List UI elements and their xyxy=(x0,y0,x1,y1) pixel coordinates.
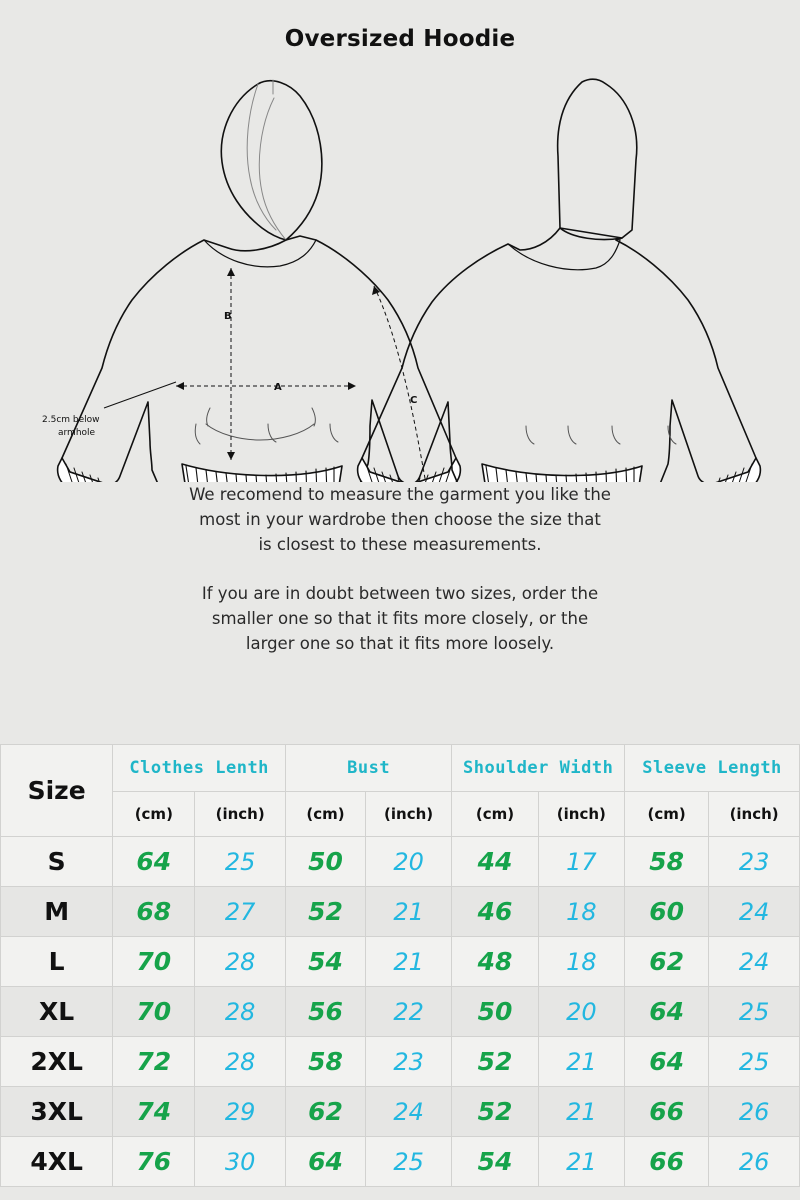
cell-cm: 56 xyxy=(286,987,366,1037)
cell-cm: 54 xyxy=(452,1137,538,1187)
cell-inch: 23 xyxy=(365,1037,451,1087)
cell-inch: 23 xyxy=(709,837,800,887)
cell-cm: 72 xyxy=(113,1037,195,1087)
cell-inch: 30 xyxy=(195,1137,286,1187)
cell-cm: 66 xyxy=(625,1137,709,1187)
cell-cm: 50 xyxy=(452,987,538,1037)
row-size: 2XL xyxy=(1,1037,113,1087)
cell-inch: 29 xyxy=(195,1087,286,1137)
header-unit-5: (inch) xyxy=(538,792,624,837)
note-2-line-2: smaller one so that it fits more closely, or the xyxy=(211,609,589,628)
cell-cm: 44 xyxy=(452,837,538,887)
cell-cm: 68 xyxy=(113,887,195,937)
header-unit-6: (cm) xyxy=(625,792,709,837)
header-group-bust: Bust xyxy=(286,745,452,792)
cell-inch: 26 xyxy=(709,1137,800,1187)
header-unit-2: (cm) xyxy=(286,792,366,837)
cell-inch: 20 xyxy=(538,987,624,1037)
label-a: A xyxy=(274,382,282,393)
cell-cm: 64 xyxy=(625,987,709,1037)
cell-cm: 46 xyxy=(452,887,538,937)
table-header-units xyxy=(1,792,800,837)
cell-inch: 24 xyxy=(365,1087,451,1137)
header-unit-7: (inch) xyxy=(709,792,800,837)
header-unit-4: (cm) xyxy=(452,792,538,837)
cell-cm: 54 xyxy=(286,937,366,987)
cell-inch: 18 xyxy=(538,887,624,937)
header-group-shoulder-width: Shoulder Width xyxy=(452,745,625,792)
cell-cm: 62 xyxy=(625,937,709,987)
row-size: XL xyxy=(1,987,113,1037)
row-size: S xyxy=(1,837,113,887)
table-row xyxy=(1,987,800,1037)
cell-inch: 21 xyxy=(365,887,451,937)
cell-cm: 58 xyxy=(625,837,709,887)
cell-inch: 24 xyxy=(709,937,800,987)
note-1-line-1: We recomend to measure the garment you like the xyxy=(189,485,611,504)
cell-inch: 21 xyxy=(538,1037,624,1087)
cell-cm: 48 xyxy=(452,937,538,987)
cell-cm: 74 xyxy=(113,1087,195,1137)
size-table-wrap xyxy=(0,744,800,1187)
note-2-line-1: If you are in doubt between two sizes, order the xyxy=(201,584,599,603)
measurement-notes xyxy=(0,482,800,656)
header-unit-1: (inch) xyxy=(195,792,286,837)
cell-cm: 64 xyxy=(113,837,195,887)
cell-inch: 20 xyxy=(365,837,451,887)
cell-inch: 28 xyxy=(195,1037,286,1087)
cell-cm: 62 xyxy=(286,1087,366,1137)
cell-cm: 50 xyxy=(286,837,366,887)
armhole-note-line2: armhole xyxy=(58,428,96,438)
cell-inch: 28 xyxy=(195,987,286,1037)
cell-inch: 21 xyxy=(365,937,451,987)
table-row xyxy=(1,1037,800,1087)
header-unit-0: (cm) xyxy=(113,792,195,837)
table-row xyxy=(1,837,800,887)
cell-cm: 64 xyxy=(286,1137,366,1187)
cell-cm: 60 xyxy=(625,887,709,937)
row-size: L xyxy=(1,937,113,987)
cell-inch: 28 xyxy=(195,937,286,987)
cell-cm: 76 xyxy=(113,1137,195,1187)
row-size: 3XL xyxy=(1,1087,113,1137)
note-1-line-3: is closest to these measurements. xyxy=(258,535,542,554)
cell-inch: 26 xyxy=(709,1087,800,1137)
cell-inch: 25 xyxy=(365,1137,451,1187)
size-table xyxy=(0,744,800,1187)
table-header-groups xyxy=(1,745,800,792)
cell-cm: 52 xyxy=(286,887,366,937)
cell-cm: 64 xyxy=(625,1037,709,1087)
row-size: M xyxy=(1,887,113,937)
cell-inch: 25 xyxy=(195,837,286,887)
label-b: B xyxy=(224,311,232,322)
cell-inch: 18 xyxy=(538,937,624,987)
header-group-sleeve-length: Sleeve Length xyxy=(625,745,800,792)
table-row xyxy=(1,887,800,937)
note-1-line-2: most in your wardrobe then choose the size that xyxy=(199,510,601,529)
cell-inch: 22 xyxy=(365,987,451,1037)
cell-inch: 17 xyxy=(538,837,624,887)
note-2-line-3: larger one so that it fits more loosely. xyxy=(245,634,555,653)
cell-cm: 70 xyxy=(113,937,195,987)
cell-cm: 70 xyxy=(113,987,195,1037)
cell-inch: 24 xyxy=(709,887,800,937)
table-row xyxy=(1,1087,800,1137)
header-group-clothes-length: Clothes Lenth xyxy=(113,745,286,792)
cell-inch: 21 xyxy=(538,1137,624,1187)
armhole-note-line1: 2.5cm below xyxy=(42,415,100,425)
header-unit-3: (inch) xyxy=(365,792,451,837)
page-title: Oversized Hoodie xyxy=(284,26,516,52)
table-row xyxy=(1,937,800,987)
cell-inch: 25 xyxy=(709,1037,800,1087)
cell-inch: 21 xyxy=(538,1087,624,1137)
cell-cm: 52 xyxy=(452,1087,538,1137)
cell-inch: 27 xyxy=(195,887,286,937)
cell-cm: 52 xyxy=(452,1037,538,1087)
row-size: 4XL xyxy=(1,1137,113,1187)
cell-inch: 25 xyxy=(709,987,800,1037)
cell-cm: 58 xyxy=(286,1037,366,1087)
hoodie-diagram xyxy=(0,52,800,482)
table-row xyxy=(1,1137,800,1187)
cell-cm: 66 xyxy=(625,1087,709,1137)
label-c: C xyxy=(410,395,418,406)
header-size: Size xyxy=(1,745,113,837)
